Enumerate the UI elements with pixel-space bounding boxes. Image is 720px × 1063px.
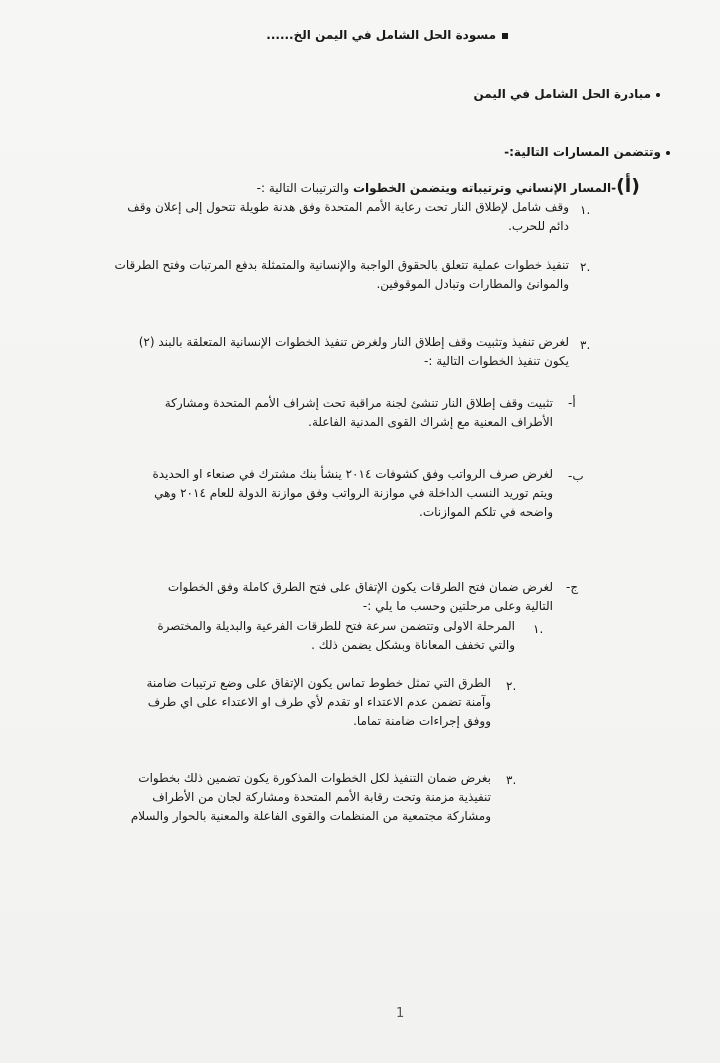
section-a-heading-bold: -المسار الإنساني وترتيباته ويتضمن الخطوات	[353, 181, 617, 195]
sub-item-label: ب-	[568, 469, 584, 483]
road-item-line: ووفق إجراءات ضامنة تماما.	[353, 714, 491, 728]
section-a-heading	[257, 175, 640, 197]
sub-item-line: التالية وعلى مرحلتين وحسب ما يلي :-	[362, 599, 553, 613]
tracks-intro-text: وتتضمن المسارات التالية:-	[504, 145, 661, 159]
sub-item-line: واضحه في تلكم الموازنات.	[419, 505, 553, 519]
road-item-line: والتي تخفف المعاناة وبشكل يضمن ذلك .	[311, 638, 515, 652]
road-item-line: ومشاركة مجتمعية من المنظمات والقوى الفاعلة والمعنية بالحوار والسلام	[130, 809, 491, 823]
initiative-title	[473, 87, 660, 101]
item-line: والموانئ والمطارات وتبادل الموقوفين.	[376, 277, 569, 291]
dot-bullet-icon	[666, 151, 670, 155]
road-item-number: ٣.	[506, 773, 517, 787]
dot-bullet-icon	[656, 93, 660, 97]
initiative-title-text: مبادرة الحل الشامل في اليمن	[473, 87, 651, 101]
road-item-number: ١.	[533, 622, 544, 636]
sub-item-line: الأطراف المعنية مع إشراك القوى المدنية الفاعلة.	[308, 415, 553, 429]
road-item-line: المرحلة الاولى وتتضمن سرعة فتح للطرقات الفرعية والبديلة والمختصرة	[157, 619, 515, 633]
draft-title-text: مسودة الحل الشامل في اليمن الخ......	[266, 28, 496, 42]
draft-title	[266, 28, 508, 42]
road-item-line: وآمنة تضمن عدم الاعتداء او تقدم لأي طرف او الاعتداء على اي طرف	[147, 695, 491, 709]
road-item-line: تنفيذية مزمنة وتحت رقابة الأمم المتحدة ومشاركة لجان من الأطراف	[152, 790, 491, 804]
item-line: دائم للحرب.	[508, 219, 569, 233]
sub-item-label: ج-	[566, 580, 579, 594]
page-number: 1	[396, 1006, 405, 1021]
item-line: لغرض تنفيذ وتثبيت وقف إطلاق النار ولغرض تنفيذ الخطوات الإنسانية المتعلقة بالبند (٢)	[138, 335, 569, 349]
sub-item-label: أ-	[568, 396, 576, 410]
item-line: وقف شامل لإطلاق النار تحت رعاية الأمم المتحدة وفق هدنة طويلة تتحول إلى إعلان وقف	[127, 200, 569, 214]
sub-item-line: تثبيت وقف إطلاق النار تنشئ لجنة مراقبة تحت إشراف الأمم المتحدة ومشاركة	[164, 396, 553, 410]
sub-item-line: لغرض صرف الرواتب وفق كشوفات ٢٠١٤ ينشأ بنك مشترك في صنعاء او الحديدة	[152, 467, 553, 481]
item-line: تنفيذ خطوات عملية تتعلق بالحقوق الواجبة والإنسانية والمتمثلة بدفع المرتبات وفتح الطرقات	[114, 258, 569, 272]
item-number: ٢.	[580, 260, 591, 274]
square-bullet-icon	[502, 33, 508, 39]
section-a-heading-rest: والترتيبات التالية :-	[256, 181, 353, 195]
item-number: ٣.	[580, 338, 591, 352]
section-a-marker: (أ)	[616, 175, 640, 197]
item-number: ١.	[580, 203, 591, 217]
sub-item-line: ويتم توريد النسب الداخلة في موازنة الرواتب وفق موازنة الدولة للعام ٢٠١٤ وهي	[154, 486, 553, 500]
road-item-line: بغرض ضمان التنفيذ لكل الخطوات المذكورة يكون تضمين ذلك بخطوات	[138, 771, 491, 785]
item-line: يكون تنفيذ الخطوات التالية :-	[424, 354, 569, 368]
road-item-number: ٢.	[506, 679, 517, 693]
sub-item-line: لغرض ضمان فتح الطرقات يكون الإتفاق على فتح الطرق كاملة وفق الخطوات	[167, 580, 553, 594]
tracks-intro	[504, 145, 670, 159]
road-item-line: الطرق التي تمثل خطوط تماس يكون الإتفاق على وضع ترتيبات ضامنة	[146, 676, 491, 690]
